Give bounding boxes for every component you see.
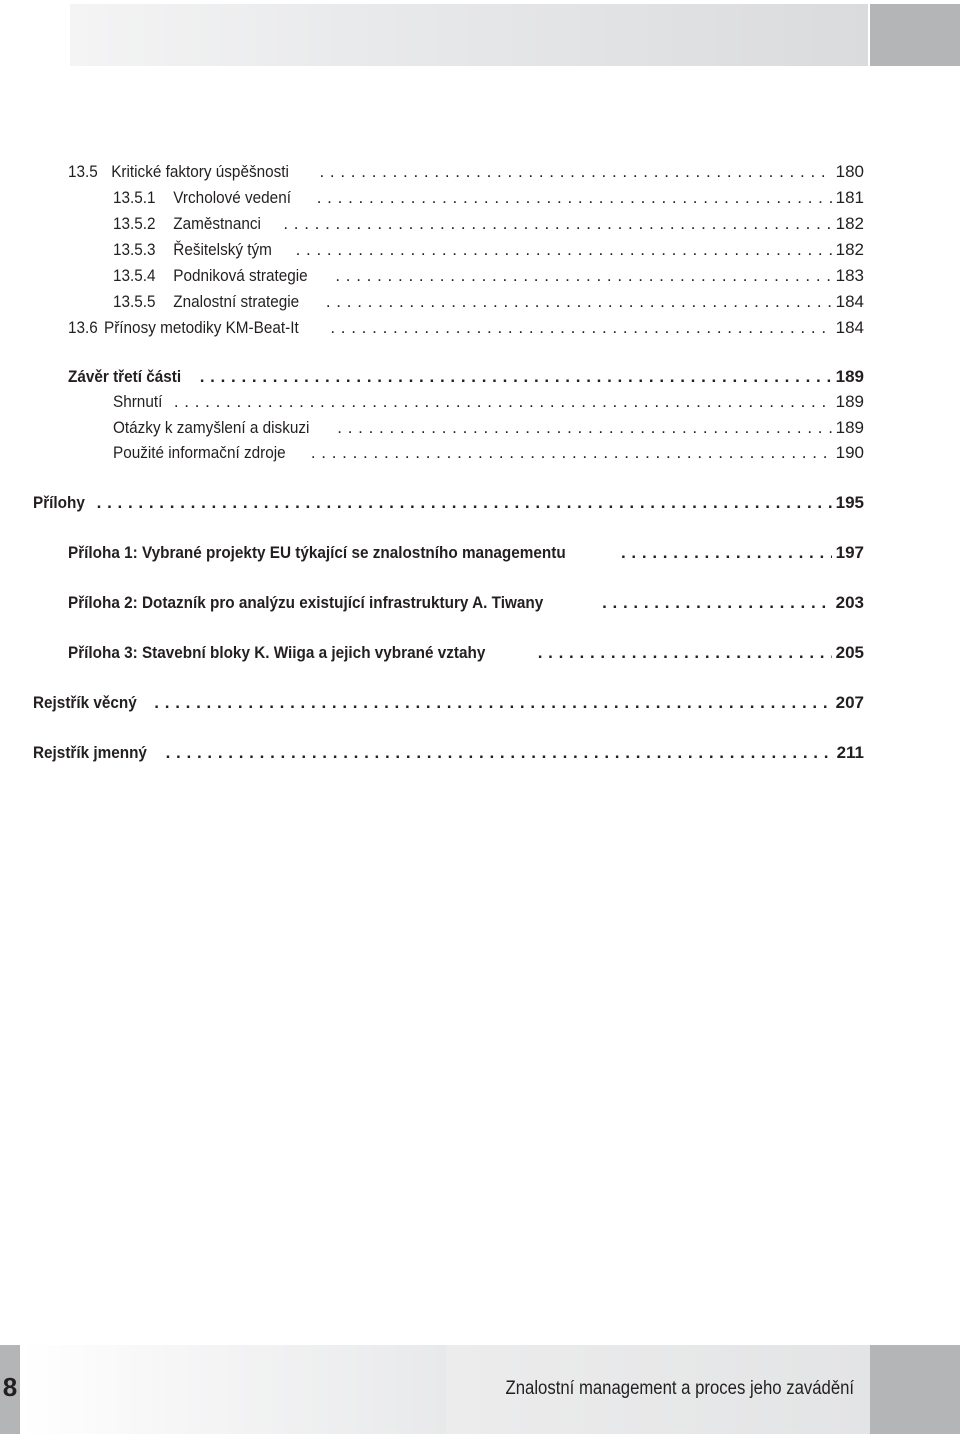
leader-dots xyxy=(311,443,832,463)
toc-entry-page: 189 xyxy=(835,418,864,437)
toc-entry-title: Příloha 2: Dotazník pro analýzu existující infrastruktury A. Tiwany xyxy=(68,593,544,612)
toc-entry-page: 211 xyxy=(836,743,864,762)
leader-dots xyxy=(337,418,831,438)
toc-entry-page: 181 xyxy=(835,188,864,207)
toc-entry-page: 189 xyxy=(835,367,864,386)
toc-appendix[interactable] xyxy=(68,643,864,663)
leader-dots xyxy=(319,162,831,182)
leader-dots xyxy=(283,214,831,234)
leader-dots xyxy=(602,593,832,613)
toc-entry-page: 197 xyxy=(835,543,864,562)
toc-entry-number: 13.5.5 xyxy=(113,292,156,311)
leader-dots xyxy=(296,240,832,260)
toc-section[interactable] xyxy=(33,493,864,513)
toc-entry-number: 13.5 xyxy=(68,162,98,181)
toc-entry-title: Znalostní strategie xyxy=(173,292,300,311)
toc-entry-title: Příloha 3: Stavební bloky K. Wiiga a jejich vybrané vztahy xyxy=(68,643,486,662)
toc-entry-title: Použité informační zdroje xyxy=(113,443,286,462)
leader-dots xyxy=(166,743,833,763)
toc-entry[interactable] xyxy=(68,318,864,338)
footer-band xyxy=(20,1345,450,1434)
toc-entry[interactable] xyxy=(113,392,864,412)
toc-entry-page: 184 xyxy=(835,318,864,337)
toc-entry[interactable] xyxy=(113,418,864,438)
toc-entry-page: 205 xyxy=(835,643,864,662)
toc-entry[interactable] xyxy=(113,214,864,234)
leader-dots xyxy=(154,693,831,713)
toc-entry-title: Shrnutí xyxy=(113,392,163,411)
toc-entry-page: 183 xyxy=(835,266,864,285)
toc-appendix[interactable] xyxy=(68,593,864,613)
toc-entry-page: 207 xyxy=(835,693,864,712)
toc-entry[interactable] xyxy=(113,266,864,286)
leader-dots xyxy=(174,392,832,412)
toc-entry-page: 190 xyxy=(835,443,864,462)
leader-dots xyxy=(538,643,832,663)
toc-entry-title: Rejstřík věcný xyxy=(33,693,137,712)
leader-dots xyxy=(326,292,832,312)
toc-entry-page: 180 xyxy=(835,162,864,181)
toc-entry[interactable] xyxy=(113,240,864,260)
toc-entry[interactable] xyxy=(113,188,864,208)
toc-section[interactable] xyxy=(33,743,864,763)
toc-entry-title: Závěr třetí části xyxy=(68,367,182,386)
toc-entry-title: Otázky k zamyšlení a diskuzi xyxy=(113,418,310,437)
toc-section[interactable] xyxy=(68,367,864,387)
toc-entry-page: 189 xyxy=(835,392,864,411)
toc-entry[interactable] xyxy=(113,443,864,463)
toc-entry-page: 182 xyxy=(835,240,864,259)
leader-dots xyxy=(621,543,832,563)
leader-dots xyxy=(330,318,831,338)
toc-entry-number: 13.5.4 xyxy=(113,266,156,285)
leader-dots xyxy=(335,266,831,286)
toc-entry-title: Řešitelský tým xyxy=(173,240,272,259)
leader-dots xyxy=(317,188,832,208)
toc-appendix[interactable] xyxy=(68,543,864,563)
toc-entry-number: 13.5.1 xyxy=(113,188,156,207)
page-number: 8 xyxy=(2,1372,18,1402)
toc-section[interactable] xyxy=(33,693,864,713)
leader-dots xyxy=(200,367,832,387)
footer-right-tab xyxy=(870,1345,960,1434)
toc-entry-page: 195 xyxy=(835,493,864,512)
toc-entry-title: Zaměstnanci xyxy=(173,214,261,233)
toc-entry[interactable] xyxy=(68,162,864,182)
toc-entry-page: 182 xyxy=(835,214,864,233)
toc-entry-title: Vrcholové vedení xyxy=(173,188,291,207)
toc-entry-title: Přílohy xyxy=(33,493,85,512)
toc-entry-page: 184 xyxy=(835,292,864,311)
toc-entry-title: Kritické faktory úspěšnosti xyxy=(111,162,289,181)
toc-entry-number: 13.6 xyxy=(68,318,98,337)
toc-entry-number: 13.5.3 xyxy=(113,240,156,259)
toc-entry-title: Příloha 1: Vybrané projekty EU týkající se znalostního managementu xyxy=(68,543,566,562)
toc-entry-title: Rejstřík jmenný xyxy=(33,743,147,762)
toc-entry-title: Přínosy metodiky KM-Beat-It xyxy=(104,318,299,337)
toc-entry-title: Podniková strategie xyxy=(173,266,308,285)
toc-entry[interactable] xyxy=(113,292,864,312)
leader-dots xyxy=(97,493,832,513)
toc-entry-number: 13.5.2 xyxy=(113,214,156,233)
running-title: Znalostní management a proces jeho zavádění xyxy=(505,1378,854,1399)
toc-entry-page: 203 xyxy=(835,593,864,612)
